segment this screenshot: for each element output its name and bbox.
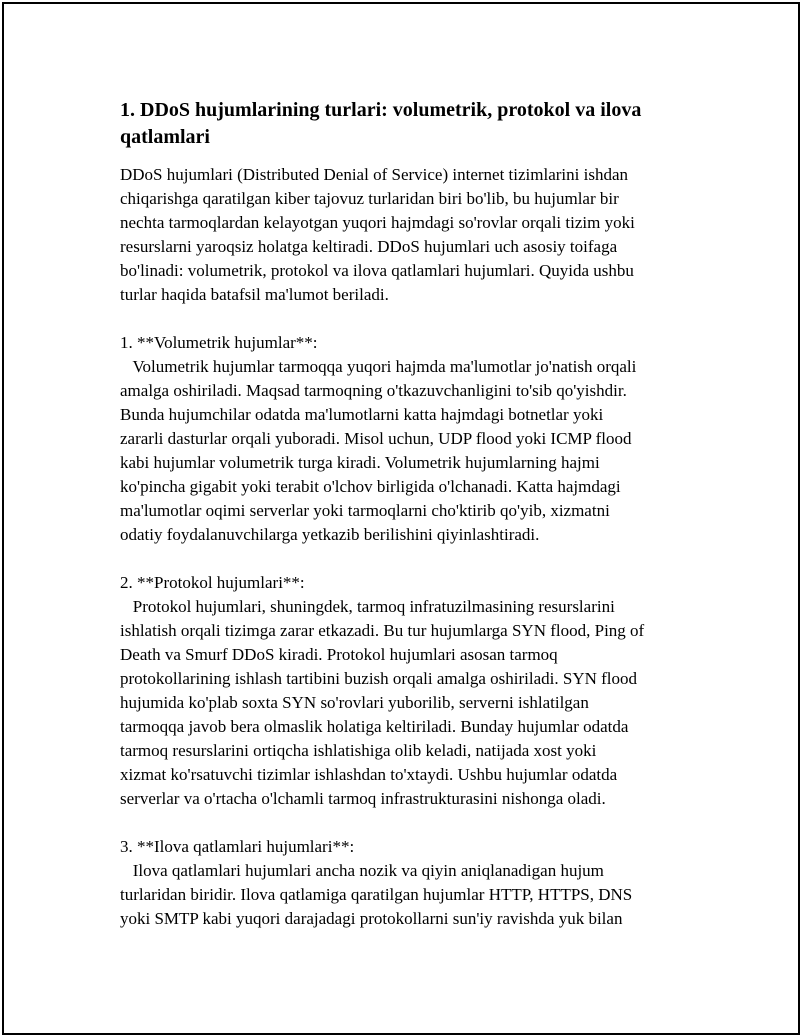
text-line: resurslarni yaroqsiz holatga keltiradi. DDoS hujumlari uch asosiy toifaga xyxy=(120,237,618,256)
text-line: nechta tarmoqlardan kelayotgan yuqori hajmdagi so'rovlar orqali tizim yoki xyxy=(120,213,635,232)
text-line: tarmoq resurslarini ortiqcha ishlatishiga olib keladi, natijada xost yoki xyxy=(120,741,597,760)
text-line: xizmat ko'rsatuvchi tizimlar ishlashdan to'xtaydi. Ushbu hujumlar odatda xyxy=(120,765,618,784)
heading-line: qatlamlari xyxy=(120,126,210,148)
intro-paragraph xyxy=(120,163,685,307)
document-content xyxy=(120,97,685,931)
document-heading xyxy=(120,97,685,151)
text-line: Ilova qatlamlari hujumlari ancha nozik va qiyin aniqlanadigan hujum xyxy=(120,861,604,880)
text-line: Volumetrik hujumlar tarmoqqa yuqori hajmda ma'lumotlar jo'natish orqali xyxy=(120,357,637,376)
text-line: zararli dasturlar orqali yuboradi. Misol uchun, UDP flood yoki ICMP flood xyxy=(120,429,632,448)
text-line: amalga oshiriladi. Maqsad tarmoqning o'tkazuvchanligini to'sib qo'yishdir. xyxy=(120,381,627,400)
text-line: kabi hujumlar volumetrik turga kiradi. Volumetrik hujumlarning hajmi xyxy=(120,453,600,472)
text-line: protokollarining ishlash tartibini buzish orqali amalga oshiriladi. SYN flood xyxy=(120,669,638,688)
document-page xyxy=(2,2,800,1035)
text-line: ishlatish orqali tizimga zarar etkazadi. Bu tur hujumlarga SYN flood, Ping of xyxy=(120,621,645,640)
section-title: 2. **Protokol hujumlari**: xyxy=(120,573,305,592)
section-application-layer xyxy=(120,835,685,931)
text-line: turlaridan biridir. Ilova qatlamiga qaratilgan hujumlar HTTP, HTTPS, DNS xyxy=(120,885,633,904)
text-line: chiqarishga qaratilgan kiber tajovuz turlaridan biri bo'lib, bu hujumlar bir xyxy=(120,189,619,208)
text-line: ma'lumotlar oqimi serverlar yoki tarmoqlarni cho'ktirib qo'yib, xizmatni xyxy=(120,501,610,520)
text-line: Death va Smurf DDoS kiradi. Protokol hujumlari asosan tarmoq xyxy=(120,645,558,664)
paragraph-gap xyxy=(120,307,685,331)
text-line: hujumida ko'plab soxta SYN so'rovlari yuborilib, serverni ishlatilgan xyxy=(120,693,589,712)
text-line: tarmoqqa javob bera olmaslik holatiga keltiriladi. Bunday hujumlar odatda xyxy=(120,717,629,736)
text-line: serverlar va o'rtacha o'lchamli tarmoq infrastrukturasini nishonga oladi. xyxy=(120,789,606,808)
section-volumetric xyxy=(120,331,685,547)
text-line: ko'pincha gigabit yoki terabit o'lchov birligida o'lchanadi. Katta hajmdagi xyxy=(120,477,621,496)
text-line: DDoS hujumlari (Distributed Denial of Service) internet tizimlarini ishdan xyxy=(120,165,628,184)
text-line: yoki SMTP kabi yuqori darajadagi protokollarni sun'iy ravishda yuk bilan xyxy=(120,909,623,928)
heading-line: 1. DDoS hujumlarining turlari: volumetrik, protokol va ilova xyxy=(120,99,642,121)
section-title: 1. **Volumetrik hujumlar**: xyxy=(120,333,318,352)
section-protocol xyxy=(120,571,685,811)
text-line: odatiy foydalanuvchilarga yetkazib berilishini qiyinlashtiradi. xyxy=(120,525,540,544)
text-line: bo'linadi: volumetrik, protokol va ilova qatlamlari hujumlari. Quyida ushbu xyxy=(120,261,634,280)
text-line: Bunda hujumchilar odatda ma'lumotlarni katta hajmdagi botnetlar yoki xyxy=(120,405,604,424)
paragraph-gap xyxy=(120,547,685,571)
paragraph-gap xyxy=(120,811,685,835)
text-line: Protokol hujumlari, shuningdek, tarmoq infratuzilmasining resurslarini xyxy=(120,597,615,616)
text-line: turlar haqida batafsil ma'lumot beriladi. xyxy=(120,285,389,304)
section-title: 3. **Ilova qatlamlari hujumlari**: xyxy=(120,837,355,856)
